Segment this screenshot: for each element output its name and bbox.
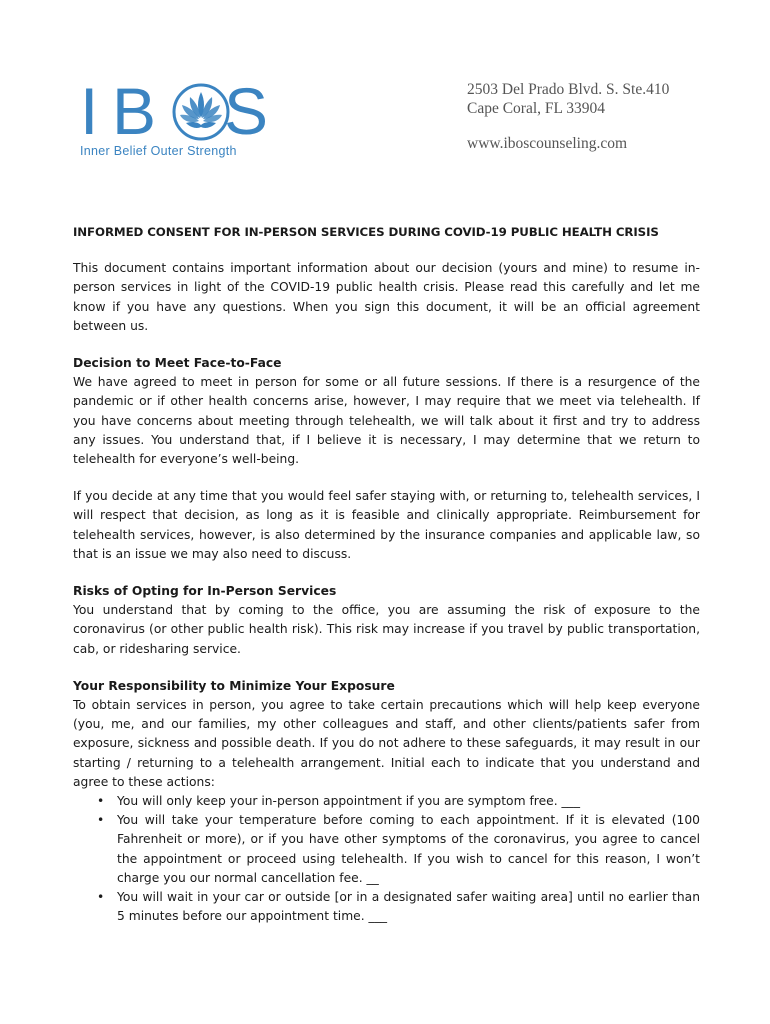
section-heading: Risks of Opting for In-Person Services (73, 584, 337, 599)
logo-tagline: Inner Belief Outer Strength (80, 144, 237, 158)
list-item: • You will take your temperature before coming to each appointment. If it is elevated (100 Fahrenheit or more), or if you have other symptoms of the coronavirus, you agree to cancel the appointment or proceed using telehealth. If you wish to cancel for this reason, I won’t charge you our normal cancellation fee. __ (117, 811, 700, 888)
section-risks (73, 582, 700, 659)
list-item: • You will wait in your car or outside [or in a designated safer waiting area] until no earlier than 5 minutes before our appointment time. ___ (117, 888, 700, 926)
website-link[interactable]: www.iboscounseling.com (467, 135, 628, 152)
section-responsibility (73, 677, 700, 927)
intro-paragraph: This document contains important information about our decision (yours and mine) to resume in-person services in light of the COVID-19 public health crisis. Please read this carefully and let me know if you have any questions. When you sign this document, it will be an official agreement between us. (73, 261, 700, 333)
section-paragraph: If you decide at any time that you would feel safer staying with, or returning to, telehealth services, I will respect that decision, as long as it is feasible and clinically appropriate. Reimbursement for telehealth services, however, is also determined by the insurance companies and applicable law, so that is an issue we may also need to discuss. (73, 489, 700, 561)
section-heading: Your Responsibility to Minimize Your Exposure (73, 678, 395, 693)
logo-letter-i: I (80, 74, 99, 148)
document-body (73, 223, 700, 927)
logo-wordmark (80, 74, 269, 148)
precautions-list (73, 792, 700, 926)
section-heading: Decision to Meet Face-to-Face (73, 356, 282, 371)
address-line-2: Cape Coral, FL 33904 (467, 99, 606, 117)
lotus-logo-icon (172, 80, 230, 142)
address-line-1: 2503 Del Prado Blvd. S. Ste.410 (467, 81, 670, 98)
document-title: INFORMED CONSENT FOR IN-PERSON SERVICES DURING COVID-19 PUBLIC HEALTH CRISIS (73, 225, 659, 239)
section-paragraph: We have agreed to meet in person for some or all future sessions. If there is a resurgence of the pandemic or if other health concerns arise, however, I may require that we meet via telehealth. If you have concerns about meeting through telehealth, we will talk about it first and try to address any issues. You understand that, if I believe it is necessary, I may determine that we return to telehealth for everyone’s well-being. (73, 375, 700, 467)
logo-letter-b: B (112, 74, 157, 148)
section-paragraph: To obtain services in person, you agree to take certain precautions which will help keep everyone (you, me, and our families, my other colleagues and staff, and other clients/patients safer from exposure, sickness and possible death. If you do not adhere to these safeguards, it may result in our starting / returning to a telehealth arrangement. Initial each to indicate that you understand and agree to these actions: (73, 698, 700, 789)
list-item: • You will only keep your in-person appointment if you are symptom free. ___ (117, 792, 700, 811)
logo-letter-s: S (224, 74, 269, 148)
ibos-logo (80, 74, 270, 160)
address-block (467, 81, 669, 154)
section-paragraph: You understand that by coming to the office, you are assuming the risk of exposure to the coronavirus (or other public health risk). This risk may increase if you travel by public transportation, cab, or ridesharing service. (73, 603, 700, 656)
section-face-to-face (73, 354, 700, 469)
